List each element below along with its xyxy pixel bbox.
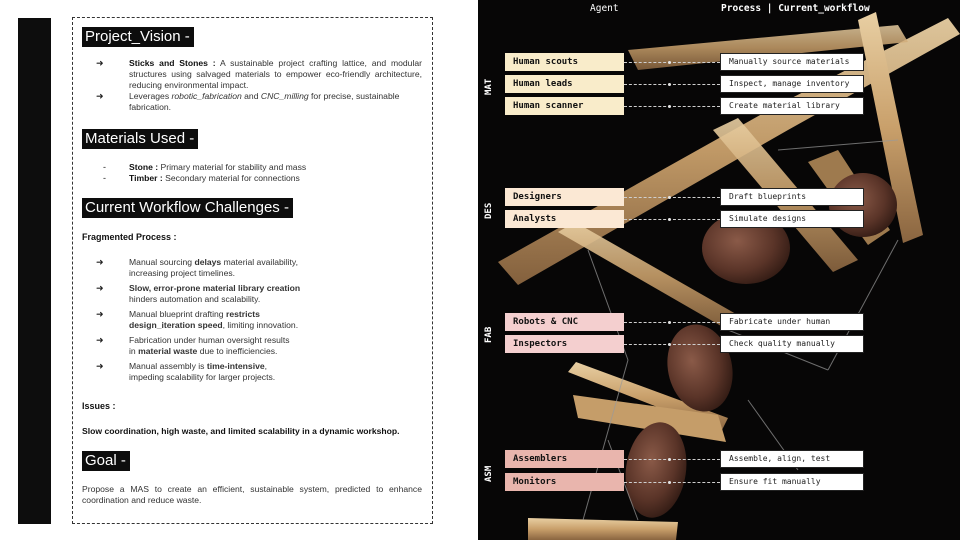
group-label-asm: ASM bbox=[484, 465, 494, 482]
project-vision-heading: Project_Vision - bbox=[82, 27, 194, 47]
connector-line bbox=[624, 106, 720, 107]
connector-dot bbox=[668, 481, 671, 484]
connector-line bbox=[624, 482, 720, 483]
connector-dot bbox=[668, 61, 671, 64]
process-box-fabricate: Fabricate under human bbox=[720, 313, 864, 331]
agent-box-monitors: Monitors bbox=[505, 473, 624, 491]
process-box-assemble: Assemble, align, test bbox=[720, 450, 864, 468]
challenge-5 bbox=[129, 361, 419, 383]
c1-line2: increasing project timelines. bbox=[129, 268, 236, 278]
vision-bullet-1-text: A sustainable project crafting lattice, and modular structures using salvaged materials to empower eco-friendly architecture, reducing environmental impact. bbox=[129, 58, 422, 90]
section-sidebar bbox=[18, 18, 51, 524]
c5-bold: time-intensive bbox=[206, 361, 265, 371]
vision-bullet-1 bbox=[129, 58, 422, 91]
process-box-simulate-designs: Simulate designs bbox=[720, 210, 864, 228]
connector-line bbox=[624, 344, 720, 345]
connector-dot bbox=[668, 218, 671, 221]
arrow-icon: ➜ bbox=[96, 257, 104, 267]
challenge-4 bbox=[129, 335, 419, 357]
connector-line bbox=[624, 62, 720, 63]
dash-bullet: - bbox=[103, 162, 106, 172]
agent-box-human-leads: Human leads bbox=[505, 75, 624, 93]
challenges-heading: Current Workflow Challenges - bbox=[82, 198, 293, 218]
group-label-des: DES bbox=[484, 202, 494, 219]
agent-box-human-scanner: Human scanner bbox=[505, 97, 624, 115]
c5-line2: impeding scalability for larger projects. bbox=[129, 372, 276, 382]
process-box-source-materials: Manually source materials bbox=[720, 53, 864, 71]
agent-box-human-scouts: Human scouts bbox=[505, 53, 624, 71]
group-label-mat: MAT bbox=[484, 78, 494, 95]
challenge-2 bbox=[129, 283, 419, 305]
material-desc: Secondary material for connections bbox=[162, 173, 300, 183]
fragmented-process-subheading: Fragmented Process : bbox=[82, 232, 177, 242]
vision-bullet-1-label: Sticks and Stones : bbox=[129, 58, 216, 68]
connector-dot bbox=[668, 343, 671, 346]
c4-post: due to inefficiencies. bbox=[197, 346, 278, 356]
process-box-check-quality: Check quality manually bbox=[720, 335, 864, 353]
connector-line bbox=[624, 459, 720, 460]
vision-bullet-2-mid: and bbox=[241, 91, 261, 101]
goal-heading: Goal - bbox=[82, 451, 130, 471]
process-box-ensure-fit: Ensure fit manually bbox=[720, 473, 864, 491]
c3-pre: Manual blueprint drafting bbox=[129, 309, 226, 319]
process-box-inspect-inventory: Inspect, manage inventory bbox=[720, 75, 864, 93]
arrow-icon: ➜ bbox=[96, 361, 104, 371]
agent-box-analysts: Analysts bbox=[505, 210, 624, 228]
group-label-fab: FAB bbox=[484, 326, 494, 343]
c4-bold: material waste bbox=[138, 346, 198, 356]
vision-bullet-2-em2: CNC_milling bbox=[260, 91, 309, 101]
issues-text: Slow coordination, high waste, and limited scalability in a dynamic workshop. bbox=[82, 426, 400, 436]
column-agent-header: Agent bbox=[590, 3, 619, 14]
vision-bullet-2 bbox=[129, 91, 422, 113]
material-name: Timber : bbox=[129, 173, 163, 183]
vision-bullet-2-pre: Leverages bbox=[129, 91, 172, 101]
process-box-draft-blueprints: Draft blueprints bbox=[720, 188, 864, 206]
c2-bold: Slow, error-prone material library creation bbox=[129, 283, 301, 293]
arrow-icon: ➜ bbox=[96, 309, 104, 319]
c5-pre: Manual assembly is bbox=[129, 361, 207, 371]
material-item-stone bbox=[129, 162, 422, 173]
column-process-header: Process | Current_workflow bbox=[721, 3, 870, 14]
c1-bold: delays bbox=[194, 257, 222, 267]
connector-dot bbox=[668, 105, 671, 108]
dash-bullet: - bbox=[103, 173, 106, 183]
arrow-icon: ➜ bbox=[96, 283, 104, 293]
c2-line2: hinders automation and scalability. bbox=[129, 294, 261, 304]
agent-box-inspectors: Inspectors bbox=[505, 335, 624, 353]
materials-heading: Materials Used - bbox=[82, 129, 198, 149]
process-box-material-library: Create material library bbox=[720, 97, 864, 115]
c3-bold: restricts bbox=[225, 309, 260, 319]
agent-box-assemblers: Assemblers bbox=[505, 450, 624, 468]
agent-box-robots-cnc: Robots & CNC bbox=[505, 313, 624, 331]
c5-post: , bbox=[264, 361, 268, 371]
vision-bullet-2-em1: robotic_fabrication bbox=[171, 91, 242, 101]
material-desc: Primary material for stability and mass bbox=[158, 162, 307, 172]
issues-label: Issues : bbox=[82, 401, 116, 411]
c4-line1: Fabrication under human oversight results bbox=[129, 335, 290, 345]
goal-text: Propose a MAS to create an efficient, sustainable system, predicted to enhance coordination and reduce waste. bbox=[82, 484, 422, 505]
vision-bullet-2-post: for precise, sustainable fabrication. bbox=[129, 91, 400, 112]
material-name: Stone : bbox=[129, 162, 159, 172]
c1-pre: Manual sourcing bbox=[129, 257, 195, 267]
connector-dot bbox=[668, 458, 671, 461]
agent-box-designers: Designers bbox=[505, 188, 624, 206]
connector-dot bbox=[668, 196, 671, 199]
c3-bold2: design_iteration speed bbox=[129, 320, 223, 330]
arrow-icon: ➜ bbox=[96, 335, 104, 345]
connector-line bbox=[624, 322, 720, 323]
material-item-timber bbox=[129, 173, 422, 184]
connector-line bbox=[624, 219, 720, 220]
c1-post: material availability, bbox=[221, 257, 298, 267]
connector-line bbox=[624, 84, 720, 85]
connector-dot bbox=[668, 321, 671, 324]
arrow-icon: ➜ bbox=[96, 91, 104, 101]
arrow-icon: ➜ bbox=[96, 58, 104, 68]
workflow-diagram bbox=[478, 0, 960, 540]
c4-pre: in bbox=[129, 346, 139, 356]
challenge-3 bbox=[129, 309, 419, 331]
connector-line bbox=[624, 197, 720, 198]
challenge-1 bbox=[129, 257, 419, 279]
c3-line2post: , limiting innovation. bbox=[222, 320, 299, 330]
connector-dot bbox=[668, 83, 671, 86]
